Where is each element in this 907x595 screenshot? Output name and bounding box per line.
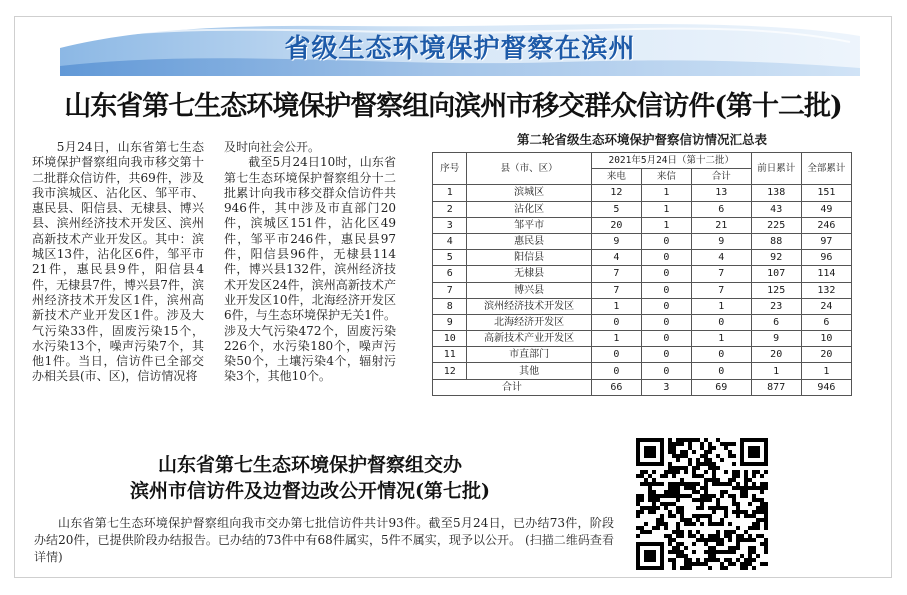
header-letter: 来信 <box>641 169 691 185</box>
cell-idx: 3 <box>433 217 467 233</box>
cell-prev: 92 <box>751 250 801 266</box>
cell-idx: 8 <box>433 298 467 314</box>
cell-phone: 0 <box>591 314 641 330</box>
table-row <box>433 250 852 266</box>
summary-table <box>432 152 852 396</box>
footer-total: 946 <box>801 379 851 395</box>
footer-label: 合计 <box>433 379 592 395</box>
table-row <box>433 217 852 233</box>
cell-county: 滨城区 <box>467 185 591 201</box>
cell-sum: 1 <box>691 331 751 347</box>
cell-county: 邹平市 <box>467 217 591 233</box>
cell-total: 132 <box>801 282 851 298</box>
cell-county: 高新技术产业开发区 <box>467 331 591 347</box>
cell-total: 20 <box>801 347 851 363</box>
cell-prev: 125 <box>751 282 801 298</box>
cell-total: 114 <box>801 266 851 282</box>
table-row <box>433 298 852 314</box>
cell-idx: 9 <box>433 314 467 330</box>
article-column-2: 及时向社会公开。 截至5月24日10时，山东省第七生态环境保护督察组分十二批累计向我市移交群众信访件共946件，其中涉及市直部门20件，滨城区151件，沾化区49件，邹平市246件，惠民县97件，阳信县96件，无棣县114件，博兴县132件，滨州经济技术开发区24件，滨州高新技术产业开发区10件，北海经济开发区6件，与生态环境保护无关1件。涉及大气污染472个，固废污染226个，水污染180个，噪声污染50个，土壤污染4个，辐射污染3个，其他10个。 <box>224 140 396 384</box>
article-column-1: 5月24日，山东省第七生态环境保护督察组向我市移交第十二批群众信访件，共69件，涉及我市滨城区、沾化区、邹平市、惠民县、阳信县、无棣县、博兴县、滨州经济技术开发区、滨州高新技术产业开发区。其中：滨城区13件，沾化区6件，邹平市21件，惠民县9件，阳信县4件，无棣县7件，博兴县7件，滨州经济技术开发区1件，滨州高新技术产业开发区1件。涉及大气污染33件，固废污染15个，水污染13个，噪声污染7个，其他1件。当日，信访件已全部交办相关县(市、区)，信访情况将 <box>32 140 204 384</box>
bottom-title-line-1: 山东省第七生态环境保护督察组交办 <box>157 454 462 476</box>
cell-total: 6 <box>801 314 851 330</box>
cell-county: 其他 <box>467 363 591 379</box>
cell-letter: 1 <box>641 201 691 217</box>
bottom-paragraph <box>34 515 614 566</box>
header-county: 县（市、区） <box>467 153 591 185</box>
footer-prev: 877 <box>751 379 801 395</box>
table-row <box>433 363 852 379</box>
cell-prev: 9 <box>751 331 801 347</box>
cell-county: 市直部门 <box>467 347 591 363</box>
scan-note: (扫描二维码查看详情) <box>34 533 614 564</box>
qr-code-icon[interactable] <box>636 438 768 570</box>
cell-letter: 0 <box>641 282 691 298</box>
cell-idx: 2 <box>433 201 467 217</box>
table-row <box>433 331 852 347</box>
cell-prev: 138 <box>751 185 801 201</box>
cell-phone: 1 <box>591 331 641 347</box>
table-row <box>433 185 852 201</box>
header-total: 全部累计 <box>801 153 851 185</box>
cell-prev: 88 <box>751 233 801 249</box>
table-footer-row <box>433 379 852 395</box>
bottom-paragraph-text: 山东省第七生态环境保护督察组向我市交办第七批信访件共计93件。截至5月24日，已办结73件，阶段办结20件，已提供阶段办结报告。已办结的73件中有68件属实，5件不属实，现予以公开。 <box>34 516 614 547</box>
header-date-group: 2021年5月24日（第十二批） <box>591 153 751 169</box>
cell-idx: 4 <box>433 233 467 249</box>
cell-sum: 7 <box>691 266 751 282</box>
cell-idx: 10 <box>433 331 467 347</box>
banner-title: 省级生态环境保护督察在滨州 <box>284 34 636 64</box>
header-sum: 合计 <box>691 169 751 185</box>
footer-letter: 3 <box>641 379 691 395</box>
cell-letter: 1 <box>641 217 691 233</box>
header-idx: 序号 <box>433 153 467 185</box>
cell-prev: 1 <box>751 363 801 379</box>
cell-letter: 0 <box>641 298 691 314</box>
cell-sum: 21 <box>691 217 751 233</box>
cell-prev: 6 <box>751 314 801 330</box>
cell-idx: 6 <box>433 266 467 282</box>
footer-phone: 66 <box>591 379 641 395</box>
cell-idx: 7 <box>433 282 467 298</box>
cell-idx: 11 <box>433 347 467 363</box>
cell-county: 北海经济开发区 <box>467 314 591 330</box>
cell-prev: 23 <box>751 298 801 314</box>
cell-phone: 5 <box>591 201 641 217</box>
headline: 山东省第七生态环境保护督察组向滨州市移交群众信访件(第十二批) <box>64 91 842 122</box>
cell-phone: 0 <box>591 347 641 363</box>
cell-total: 151 <box>801 185 851 201</box>
cell-total: 49 <box>801 201 851 217</box>
header-phone: 来电 <box>591 169 641 185</box>
cell-sum: 0 <box>691 314 751 330</box>
cell-phone: 12 <box>591 185 641 201</box>
cell-total: 10 <box>801 331 851 347</box>
cell-sum: 9 <box>691 233 751 249</box>
cell-county: 惠民县 <box>467 233 591 249</box>
table-title: 第二轮省级生态环境保护督察信访情况汇总表 <box>516 132 767 147</box>
cell-idx: 12 <box>433 363 467 379</box>
table-row <box>433 201 852 217</box>
cell-sum: 0 <box>691 347 751 363</box>
bottom-title-line-2: 滨州市信访件及边督边改公开情况(第七批) <box>130 480 490 502</box>
cell-total: 96 <box>801 250 851 266</box>
cell-letter: 0 <box>641 331 691 347</box>
table-row <box>433 314 852 330</box>
cell-total: 1 <box>801 363 851 379</box>
cell-prev: 225 <box>751 217 801 233</box>
cell-total: 97 <box>801 233 851 249</box>
header-prev: 前日累计 <box>751 153 801 185</box>
cell-prev: 107 <box>751 266 801 282</box>
table-row <box>433 347 852 363</box>
cell-prev: 43 <box>751 201 801 217</box>
cell-sum: 4 <box>691 250 751 266</box>
qr-code-graphic <box>636 438 768 570</box>
cell-total: 246 <box>801 217 851 233</box>
cell-phone: 0 <box>591 363 641 379</box>
cell-sum: 6 <box>691 201 751 217</box>
cell-county: 博兴县 <box>467 282 591 298</box>
cell-letter: 1 <box>641 185 691 201</box>
cell-idx: 5 <box>433 250 467 266</box>
cell-phone: 4 <box>591 250 641 266</box>
cell-phone: 7 <box>591 282 641 298</box>
cell-letter: 0 <box>641 347 691 363</box>
table-header-row <box>433 153 852 169</box>
table-row <box>433 282 852 298</box>
cell-sum: 0 <box>691 363 751 379</box>
cell-sum: 7 <box>691 282 751 298</box>
cell-county: 阳信县 <box>467 250 591 266</box>
cell-county: 无棣县 <box>467 266 591 282</box>
cell-sum: 1 <box>691 298 751 314</box>
cell-letter: 0 <box>641 266 691 282</box>
cell-total: 24 <box>801 298 851 314</box>
cell-letter: 0 <box>641 250 691 266</box>
footer-sum: 69 <box>691 379 751 395</box>
cell-phone: 1 <box>591 298 641 314</box>
banner <box>60 18 860 76</box>
cell-idx: 1 <box>433 185 467 201</box>
table-row <box>433 266 852 282</box>
cell-county: 沾化区 <box>467 201 591 217</box>
table-row <box>433 233 852 249</box>
cell-letter: 0 <box>641 314 691 330</box>
cell-letter: 0 <box>641 363 691 379</box>
cell-sum: 13 <box>691 185 751 201</box>
cell-phone: 7 <box>591 266 641 282</box>
cell-letter: 0 <box>641 233 691 249</box>
cell-phone: 20 <box>591 217 641 233</box>
cell-phone: 9 <box>591 233 641 249</box>
cell-prev: 20 <box>751 347 801 363</box>
cell-county: 滨州经济技术开发区 <box>467 298 591 314</box>
